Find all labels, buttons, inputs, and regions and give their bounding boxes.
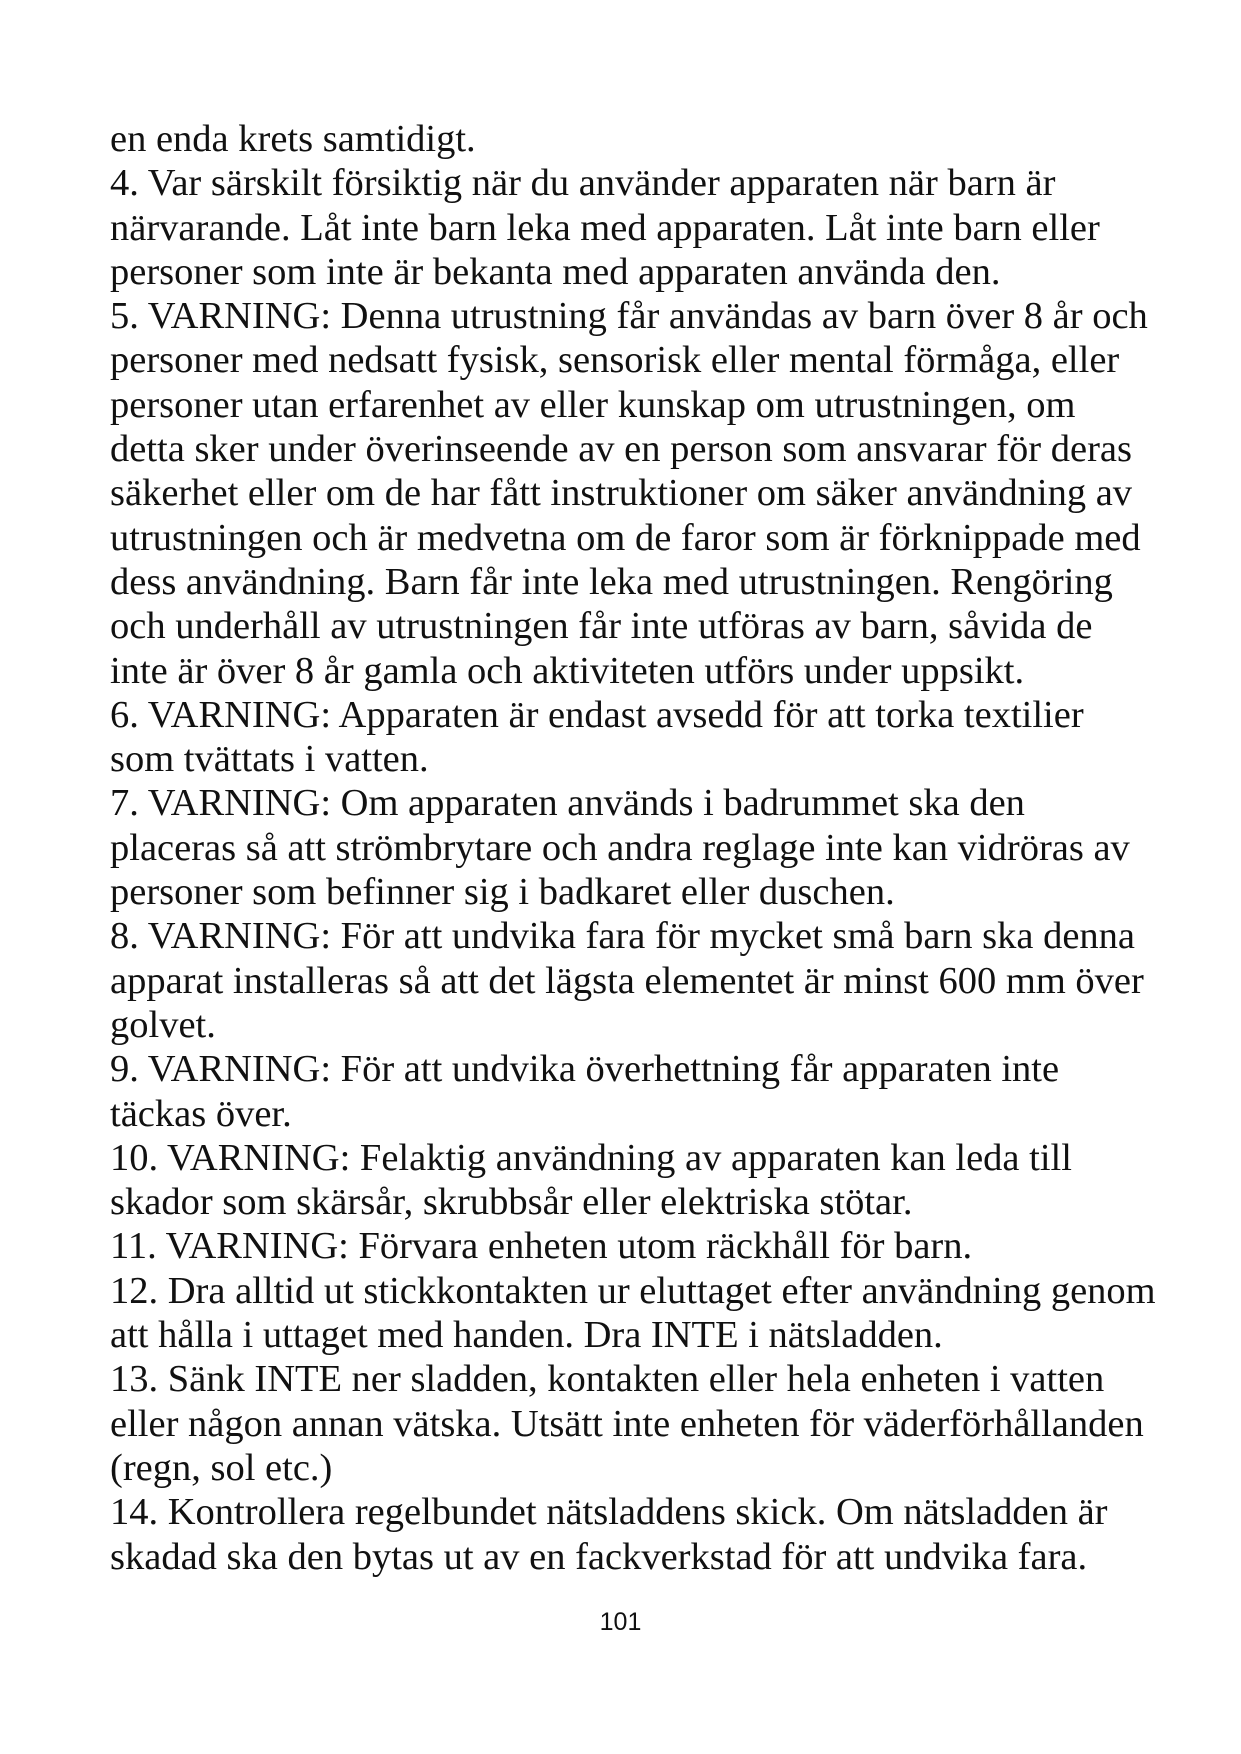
text-line: golvet. bbox=[110, 1003, 216, 1046]
text-line: att hålla i uttaget med handen. Dra INTE i nätsladden. bbox=[110, 1314, 943, 1357]
text-line: 7. VARNING: Om apparaten används i badrummet ska den bbox=[110, 782, 1025, 825]
safety-instructions-text bbox=[110, 117, 1190, 1579]
text-line: eller någon annan vätska. Utsätt inte enheten för väderförhållanden bbox=[110, 1402, 1144, 1445]
text-line: personer som inte är bekanta med apparaten använda den. bbox=[110, 250, 1001, 293]
text-line: 14. Kontrollera regelbundet nätsladdens skick. Om nätsladden är bbox=[110, 1491, 1108, 1534]
text-line: närvarande. Låt inte barn leka med apparaten. Låt inte barn eller bbox=[110, 206, 1100, 249]
text-line: (regn, sol etc.) bbox=[110, 1446, 333, 1489]
text-line: detta sker under överinseende av en person som ansvarar för deras bbox=[110, 428, 1132, 471]
text-line: 13. Sänk INTE ner sladden, kontakten eller hela enheten i vatten bbox=[110, 1358, 1105, 1401]
text-line: säkerhet eller om de har fått instruktioner om säker användning av bbox=[110, 472, 1133, 515]
text-line: placeras så att strömbrytare och andra reglage inte kan vidröras av bbox=[110, 826, 1130, 869]
text-line: 5. VARNING: Denna utrustning får användas av barn över 8 år och bbox=[110, 295, 1148, 338]
text-line: en enda krets samtidigt. bbox=[110, 118, 476, 160]
text-line: dess användning. Barn får inte leka med utrustningen. Rengöring bbox=[110, 560, 1113, 603]
text-line: 12. Dra alltid ut stickkontakten ur eluttaget efter användning genom bbox=[110, 1269, 1156, 1312]
text-line: 8. VARNING: För att undvika fara för mycket små barn ska denna bbox=[110, 915, 1136, 958]
text-line: personer utan erfarenhet av eller kunskap om utrustningen, om bbox=[110, 383, 1076, 426]
text-line: som tvättats i vatten. bbox=[110, 738, 429, 781]
text-line: inte är över 8 år gamla och aktiviteten utförs under uppsikt. bbox=[110, 649, 1025, 692]
text-line: personer som befinner sig i badkaret eller duschen. bbox=[110, 871, 895, 914]
text-line: 6. VARNING: Apparaten är endast avsedd för att torka textilier bbox=[110, 693, 1084, 736]
text-line: och underhåll av utrustningen får inte utföras av barn, såvida de bbox=[110, 605, 1093, 648]
text-line: täckas över. bbox=[110, 1092, 292, 1135]
page-number: 101 bbox=[599, 1608, 642, 1636]
text-line: 4. Var särskilt försiktig när du använder apparaten när barn är bbox=[110, 162, 1056, 205]
text-line: skador som skärsår, skrubbsår eller elektriska stötar. bbox=[110, 1181, 913, 1224]
text-line: utrustningen och är medvetna om de faror som är förknippade med bbox=[110, 516, 1141, 559]
text-line: 11. VARNING: Förvara enheten utom räckhåll för barn. bbox=[110, 1225, 973, 1268]
text-line: personer med nedsatt fysisk, sensorisk eller mental förmåga, eller bbox=[110, 339, 1120, 382]
text-line: skadad ska den bytas ut av en fackverkstad för att undvika fara. bbox=[110, 1535, 1088, 1578]
text-line: apparat installeras så att det lägsta elementet är minst 600 mm över bbox=[110, 959, 1144, 1002]
text-line: 9. VARNING: För att undvika överhettning får apparaten inte bbox=[110, 1048, 1060, 1091]
text-line: 10. VARNING: Felaktig användning av apparaten kan leda till bbox=[110, 1136, 1072, 1179]
